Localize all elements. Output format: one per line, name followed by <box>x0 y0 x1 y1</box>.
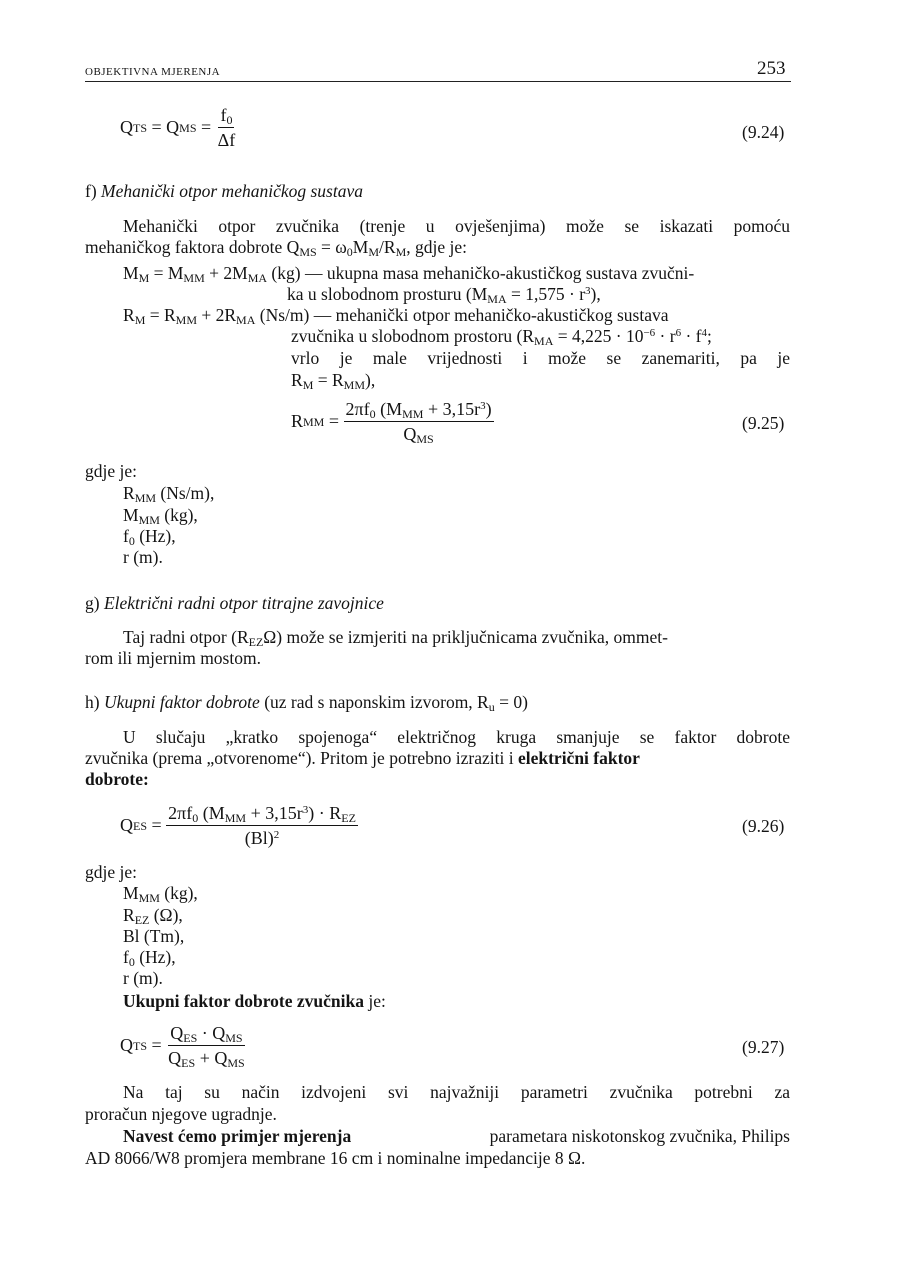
equation-number: (9.27) <box>742 1037 785 1057</box>
fraction: $\frac{f_0}{\Delta f}$ <box>217 105 236 150</box>
section-heading-g: g) Električni radni otpor titrajne zavojnice <box>85 593 384 613</box>
equation-number: (9.24) <box>742 122 785 142</box>
paragraph-line: AD 8066/W8 promjera membrane 16 cm i nominalne impedancije 8 Ω. <box>85 1148 586 1168</box>
fraction: $\frac{Q_{ES} \cdot Q_{MS}}{Q_{ES} + Q_{MS}}$ <box>168 1023 245 1070</box>
variable-item: $R_{MM}$ (Ns/m), <box>123 483 215 505</box>
variable-item: $f_0$ (Hz), <box>123 526 176 548</box>
definition-resistance-line4: $R_M = R_{MM}$), <box>291 370 376 392</box>
paragraph-line: Navest ćemo primjer mjerenja parametara niskotonskog zvučnika, Philips <box>123 1126 790 1146</box>
paragraph-line: mehaničkog faktora dobrote $Q_{MS} = \omega_0M_M/R_M$, gdje je: <box>85 237 467 259</box>
equation-number: (9.26) <box>742 816 785 836</box>
paragraph-line: Mehanički otpor zvučnika (trenje u ovješenjima) može se iskazati pomoću <box>123 216 790 236</box>
where-label: gdje je: <box>85 461 137 481</box>
paragraph-line: proračun njegove ugradnje. <box>85 1104 277 1124</box>
paragraph-line: zvučnika (prema „otvorenome“). Pritom je potrebno izraziti i električni faktor <box>85 748 640 768</box>
definition-resistance: $R_M = R_{MM} + 2R_{MA}$ (Ns/m) — mehanički otpor mehaničko-akustičkog sustava <box>123 305 669 327</box>
paragraph-line: Na taj su način izdvojeni svi najvažniji parametri zvučnika potrebni za <box>123 1082 790 1102</box>
definition-mass: $M_M = M_{MM} + 2M_{MA}$ (kg) — ukupna masa mehaničko-akustičkog sustava zvučni- <box>123 263 695 285</box>
section-heading-f: f) Mehanički otpor mehaničkog sustava <box>85 181 363 201</box>
running-title: OBJEKTIVNA MJERENJA <box>85 66 221 78</box>
variable-item: $M_{MM}$ (kg), <box>123 883 198 905</box>
definition-resistance-line2: zvučnika u slobodnom prostoru ($R_{MA} = 4,225 \cdot 10^{-6} \cdot r^6 \cdot f^4$; <box>291 326 712 348</box>
where-label: gdje je: <box>85 862 137 882</box>
page-number: 253 <box>757 58 786 79</box>
definition-resistance-line3: vrlo je male vrijednosti i može se zanemariti, pa je <box>291 348 790 368</box>
definition-mass-line2: ka u slobodnom prosturu $(M_{MA} = 1,575 \cdot r^3)$, <box>287 284 601 306</box>
equation-9-27: Q TS = $\frac{Q_{ES} \cdot Q_{MS}}{Q_{ES} + Q_{MS}}$ <box>120 1023 245 1070</box>
equation-9-25: R MM = $\frac{2\pi f_0 (M_{MM} + 3,15r^3)}{Q_{MS}}$ <box>291 399 492 446</box>
variable-item: Bl (Tm), <box>123 926 185 946</box>
variable-item: $M_{MM}$ (kg), <box>123 505 198 527</box>
paragraph-line: rom ili mjernim mostom. <box>85 648 261 668</box>
paragraph-line: Taj radni otpor $(R_{EZ}\Omega)$ može se izmjeriti na priključnicama zvučnika, ommet- <box>123 627 668 649</box>
variable-item: $f_0$ (Hz), <box>123 947 176 969</box>
variable-item: r (m). <box>123 547 163 567</box>
total-quality-factor-line: Ukupni faktor dobrote zvučnika je: <box>123 991 386 1011</box>
variable-item: $R_{EZ}$ (Ω), <box>123 905 183 927</box>
section-heading-h: h) Ukupni faktor dobrote (uz rad s naponskim izvorom, $R_u = 0$) <box>85 692 528 714</box>
equation-9-24: Q TS = Q MS = $\frac{f_0}{\Delta f}$ <box>120 105 236 150</box>
header-rule <box>85 81 791 82</box>
fraction: $\frac{2\pi f_0 (M_{MM} + 3,15r^3) \cdot R_{EZ}}{(Bl)^2}$ <box>168 803 356 848</box>
variable-item: r (m). <box>123 968 163 988</box>
paragraph-line: U slučaju „kratko spojenoga“ električnog kruga smanjuje se faktor dobrote <box>123 727 790 747</box>
fraction: $\frac{2\pi f_0 (M_{MM} + 3,15r^3)}{Q_{MS}}$ <box>345 399 492 446</box>
equation-9-26: Q ES = $\frac{2\pi f_0 (M_{MM} + 3,15r^3) \cdot R_{EZ}}{(Bl)^2}$ <box>120 803 356 848</box>
paragraph-line: dobrote: <box>85 769 149 789</box>
equation-number: (9.25) <box>742 413 785 433</box>
